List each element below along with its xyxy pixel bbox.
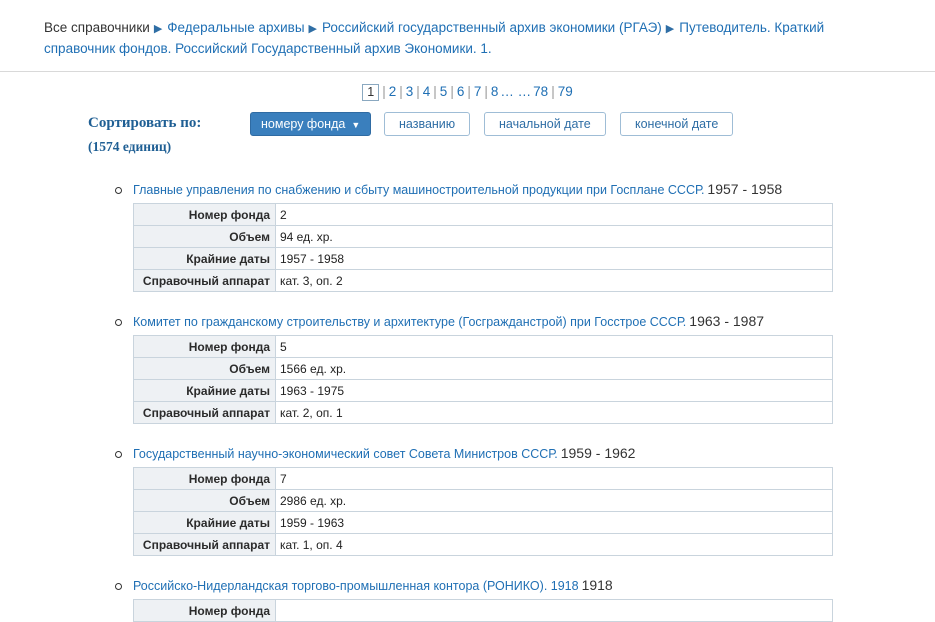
bullet-icon xyxy=(115,319,122,326)
value-dates: 1959 - 1963 xyxy=(276,512,833,534)
label-apparatus: Справочный аппарат xyxy=(134,534,276,556)
record-count: (1574 единиц) xyxy=(88,139,172,154)
label-fund-number: Номер фонда xyxy=(134,336,276,358)
label-fund-number: Номер фонда xyxy=(134,468,276,490)
breadcrumb-separator-icon: ▶ xyxy=(665,23,675,35)
page-link-2[interactable]: 2 xyxy=(388,84,397,99)
breadcrumb xyxy=(0,0,935,59)
breadcrumb-separator-icon: ▶ xyxy=(153,23,163,35)
label-dates: Крайние даты xyxy=(134,248,276,270)
table-row xyxy=(134,226,833,248)
record-years: 1918 xyxy=(581,577,613,593)
breadcrumb-item-federal-archives[interactable]: Федеральные архивы xyxy=(167,20,305,35)
value-fund-number: 5 xyxy=(276,336,833,358)
record-title-link[interactable]: Главные управления по снабжению и сбыту машиностроительной продукции при Госплане СССР. xyxy=(133,183,705,197)
pager-divider: | xyxy=(484,84,488,99)
table-row xyxy=(134,468,833,490)
sort-label: Сортировать по: xyxy=(88,115,202,131)
label-volume: Объем xyxy=(134,358,276,380)
value-fund-number xyxy=(276,600,833,622)
record-header xyxy=(0,445,935,463)
record-list xyxy=(0,175,935,622)
page-link-78[interactable]: 78 xyxy=(533,84,549,99)
label-apparatus: Справочный аппарат xyxy=(134,402,276,424)
table-row xyxy=(134,402,833,424)
record-table xyxy=(133,467,833,556)
chevron-down-icon: ▼ xyxy=(351,119,361,130)
record-header xyxy=(0,181,935,199)
value-fund-number: 2 xyxy=(276,204,833,226)
pager-divider: | xyxy=(551,84,555,99)
sort-by-name-button[interactable]: названию xyxy=(384,112,470,136)
bullet-icon xyxy=(115,583,122,590)
pager-ellipsis: … … xyxy=(500,84,532,99)
record-years: 1959 - 1962 xyxy=(560,445,636,461)
bullet-icon xyxy=(115,187,122,194)
table-row xyxy=(134,248,833,270)
record-header xyxy=(0,313,935,331)
label-fund-number: Номер фонда xyxy=(134,204,276,226)
breadcrumb-item-rgae[interactable]: Российский государственный архив экономики (РГАЭ) xyxy=(322,20,662,35)
value-fund-number: 7 xyxy=(276,468,833,490)
page-current: 1 xyxy=(362,84,379,101)
pager-divider: | xyxy=(467,84,471,99)
table-row xyxy=(134,600,833,622)
page-link-4[interactable]: 4 xyxy=(422,84,431,99)
breadcrumb-separator-icon: ▶ xyxy=(308,23,317,35)
record-title-link[interactable]: Российско-Нидерландская торгово-промышленная контора (РОНИКО). 1918 xyxy=(133,579,579,593)
list-item xyxy=(0,313,935,424)
list-item xyxy=(0,445,935,556)
value-dates: 1957 - 1958 xyxy=(276,248,833,270)
breadcrumb-item-guide[interactable]: Путеводитель. Краткий справочник фондов. Российский Государственный архив Экономики. 1. xyxy=(44,20,825,56)
pagination xyxy=(0,72,935,107)
pager-divider: | xyxy=(450,84,454,99)
page-link-7[interactable]: 7 xyxy=(473,84,482,99)
table-row xyxy=(134,336,833,358)
sort-by-fund-number-label: номеру фонда xyxy=(261,117,346,131)
label-fund-number: Номер фонда xyxy=(134,600,276,622)
table-row xyxy=(134,534,833,556)
value-apparatus: кат. 2, оп. 1 xyxy=(276,402,833,424)
page-link-3[interactable]: 3 xyxy=(405,84,414,99)
page-link-8[interactable]: 8 xyxy=(490,84,499,99)
record-table xyxy=(133,599,833,622)
list-item xyxy=(0,181,935,292)
label-dates: Крайние даты xyxy=(134,512,276,534)
page-link-79[interactable]: 79 xyxy=(557,84,573,99)
table-row xyxy=(134,358,833,380)
value-volume: 94 ед. хр. xyxy=(276,226,833,248)
pager-divider: | xyxy=(416,84,420,99)
record-title-link[interactable]: Комитет по гражданскому строительству и архитектуре (Госгражданстрой) при Госстрое СССР. xyxy=(133,315,687,329)
pager-divider: | xyxy=(433,84,437,99)
value-dates: 1963 - 1975 xyxy=(276,380,833,402)
list-item xyxy=(0,577,935,622)
value-apparatus: кат. 1, оп. 4 xyxy=(276,534,833,556)
label-volume: Объем xyxy=(134,490,276,512)
table-row xyxy=(134,490,833,512)
label-apparatus: Справочный аппарат xyxy=(134,270,276,292)
pager-divider: | xyxy=(382,84,386,99)
page-link-5[interactable]: 5 xyxy=(439,84,448,99)
record-years: 1963 - 1987 xyxy=(689,313,765,329)
table-row xyxy=(134,270,833,292)
table-row xyxy=(134,204,833,226)
record-table xyxy=(133,203,833,292)
table-row xyxy=(134,512,833,534)
value-volume: 2986 ед. хр. xyxy=(276,490,833,512)
sort-by-end-date-button[interactable]: конечной дате xyxy=(620,112,733,136)
record-header xyxy=(0,577,935,595)
breadcrumb-item-all[interactable]: Все справочники xyxy=(44,20,150,35)
sort-by-fund-number-button[interactable] xyxy=(250,112,371,136)
page-link-6[interactable]: 6 xyxy=(456,84,465,99)
value-volume: 1566 ед. хр. xyxy=(276,358,833,380)
label-dates: Крайние даты xyxy=(134,380,276,402)
record-years: 1957 - 1958 xyxy=(707,181,783,197)
sort-by-start-date-button[interactable]: начальной дате xyxy=(484,112,606,136)
table-row xyxy=(134,380,833,402)
record-table xyxy=(133,335,833,424)
pager-divider: | xyxy=(399,84,403,99)
sort-bar xyxy=(0,107,935,175)
record-title-link[interactable]: Государственный научно-экономический совет Совета Министров СССР. xyxy=(133,447,558,461)
label-volume: Объем xyxy=(134,226,276,248)
bullet-icon xyxy=(115,451,122,458)
value-apparatus: кат. 3, оп. 2 xyxy=(276,270,833,292)
